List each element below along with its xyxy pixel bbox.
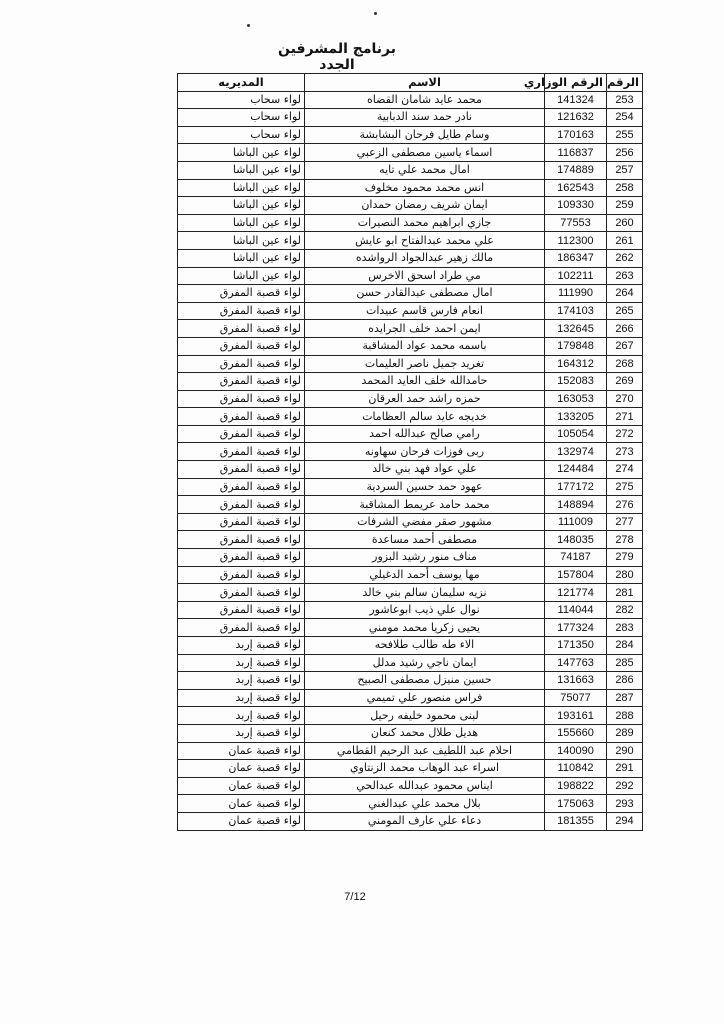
person-name: امال مصطفى عبدالقادر حسن — [305, 285, 545, 303]
person-name: رامي صالح عبدالله احمد — [305, 425, 545, 443]
table-row — [178, 197, 643, 215]
row-number: 256 — [607, 144, 643, 162]
person-name: ايناس محمود عبدالله عبدالحي — [305, 777, 545, 795]
person-name: مشهور صقر مفضي الشرفات — [305, 513, 545, 531]
person-name: مصطفى أحمد مساعدة — [305, 531, 545, 549]
directorate: لواء قصبة المفرق — [178, 496, 305, 514]
person-name: نادر حمد سند الدبابية — [305, 109, 545, 127]
row-number: 266 — [607, 320, 643, 338]
ministry-number: 163053 — [545, 390, 607, 408]
ministry-number: 111990 — [545, 285, 607, 303]
table-row — [178, 654, 643, 672]
directorate: لواء عين الباشا — [178, 179, 305, 197]
row-number: 261 — [607, 232, 643, 250]
person-name: امال محمد علي تايه — [305, 161, 545, 179]
row-number: 275 — [607, 478, 643, 496]
person-name: مها يوسف أحمد الدغيلي — [305, 566, 545, 584]
scan-dot — [374, 12, 377, 15]
table-row — [178, 126, 643, 144]
table-row — [178, 461, 643, 479]
table-row — [178, 549, 643, 567]
person-name: حسين منيزل مصطفى الصبيح — [305, 672, 545, 690]
table-row — [178, 408, 643, 426]
table-row — [178, 443, 643, 461]
table-row — [178, 337, 643, 355]
table-row — [178, 285, 643, 303]
table-row — [178, 531, 643, 549]
row-number: 293 — [607, 795, 643, 813]
table-row — [178, 179, 643, 197]
person-name: وسام طايل فرحان البشابشة — [305, 126, 545, 144]
person-name: بلال محمد علي عبدالغني — [305, 795, 545, 813]
person-name: هديل طلال محمد كنعان — [305, 724, 545, 742]
row-number: 267 — [607, 337, 643, 355]
ministry-number: 174889 — [545, 161, 607, 179]
ministry-number: 148894 — [545, 496, 607, 514]
directorate: لواء قصبة إربد — [178, 689, 305, 707]
ministry-number: 105054 — [545, 425, 607, 443]
person-name: علي عواد فهد بني خالد — [305, 461, 545, 479]
page-title: برنامج المشرفين الجدد — [278, 41, 396, 73]
ministry-number: 112300 — [545, 232, 607, 250]
person-name: باسمه محمد عواد المشاقبة — [305, 337, 545, 355]
ministry-number: 121632 — [545, 109, 607, 127]
row-number: 277 — [607, 513, 643, 531]
ministry-number: 177172 — [545, 478, 607, 496]
ministry-number: 131663 — [545, 672, 607, 690]
table-row — [178, 144, 643, 162]
table-row — [178, 724, 643, 742]
person-name: علي محمد عبدالفتاح ابو عايش — [305, 232, 545, 250]
person-name: ربى فوزات فرحان سهاونه — [305, 443, 545, 461]
directorate: لواء قصبة المفرق — [178, 355, 305, 373]
directorate: لواء قصبة إربد — [178, 724, 305, 742]
person-name: دعاء علي عارف المومني — [305, 812, 545, 830]
ministry-number: 170163 — [545, 126, 607, 144]
ministry-number: 102211 — [545, 267, 607, 285]
directorate: لواء قصبة المفرق — [178, 285, 305, 303]
row-number: 284 — [607, 637, 643, 655]
ministry-number: 132974 — [545, 443, 607, 461]
table-row — [178, 795, 643, 813]
header-name: الاسم — [305, 74, 545, 92]
ministry-number: 198822 — [545, 777, 607, 795]
directorate: لواء قصبة المفرق — [178, 549, 305, 567]
ministry-number: 147763 — [545, 654, 607, 672]
row-number: 264 — [607, 285, 643, 303]
ministry-number: 133205 — [545, 408, 607, 426]
directorate: لواء قصبة إربد — [178, 637, 305, 655]
row-number: 290 — [607, 742, 643, 760]
row-number: 259 — [607, 197, 643, 215]
ministry-number: 124484 — [545, 461, 607, 479]
person-name: يحيى زكريا محمد مومني — [305, 619, 545, 637]
person-name: ايمن احمد خلف الجرايده — [305, 320, 545, 338]
directorate: لواء قصبة المفرق — [178, 337, 305, 355]
table-row — [178, 302, 643, 320]
directorate: لواء قصبة المفرق — [178, 601, 305, 619]
row-number: 279 — [607, 549, 643, 567]
row-number: 271 — [607, 408, 643, 426]
directorate: لواء قصبة المفرق — [178, 478, 305, 496]
table-row — [178, 777, 643, 795]
directorate: لواء قصبة المفرق — [178, 373, 305, 391]
ministry-number: 77553 — [545, 214, 607, 232]
row-number: 273 — [607, 443, 643, 461]
ministry-number: 179848 — [545, 337, 607, 355]
person-name: احلام عبد اللطيف عبد الرحيم القطامي — [305, 742, 545, 760]
header-directorate: المديريه — [178, 74, 305, 92]
directorate: لواء قصبة المفرق — [178, 566, 305, 584]
table-row — [178, 566, 643, 584]
person-name: ايمان شريف رمضان حمدان — [305, 197, 545, 215]
person-name: فراس منصور علي تميمي — [305, 689, 545, 707]
person-name: حامدالله خلف العايد المحمد — [305, 373, 545, 391]
table-row — [178, 232, 643, 250]
row-number: 272 — [607, 425, 643, 443]
table-row — [178, 601, 643, 619]
row-number: 260 — [607, 214, 643, 232]
person-name: خديجه عايد سالم العظامات — [305, 408, 545, 426]
directorate: لواء قصبة المفرق — [178, 320, 305, 338]
table-row — [178, 267, 643, 285]
ministry-number: 171350 — [545, 637, 607, 655]
person-name: تغريد جميل ناصر العليمات — [305, 355, 545, 373]
ministry-number: 181355 — [545, 812, 607, 830]
row-number: 268 — [607, 355, 643, 373]
directorate: لواء عين الباشا — [178, 197, 305, 215]
ministry-number: 140090 — [545, 742, 607, 760]
ministry-number: 132645 — [545, 320, 607, 338]
ministry-number: 148035 — [545, 531, 607, 549]
row-number: 269 — [607, 373, 643, 391]
person-name: لبنى محمود خليفه رحيل — [305, 707, 545, 725]
table-row — [178, 513, 643, 531]
table-row — [178, 425, 643, 443]
directorate: لواء عين الباشا — [178, 144, 305, 162]
person-name: مناف منور رشيد البزور — [305, 549, 545, 567]
table-row — [178, 689, 643, 707]
row-number: 270 — [607, 390, 643, 408]
supervisors-table — [177, 73, 643, 831]
ministry-number: 114044 — [545, 601, 607, 619]
row-number: 281 — [607, 584, 643, 602]
ministry-number: 110842 — [545, 760, 607, 778]
row-number: 258 — [607, 179, 643, 197]
ministry-number: 111009 — [545, 513, 607, 531]
directorate: لواء سحاب — [178, 109, 305, 127]
directorate: لواء قصبة المفرق — [178, 390, 305, 408]
person-name: نوال علي ذيب ابوعاشور — [305, 601, 545, 619]
ministry-number: 177324 — [545, 619, 607, 637]
table-row — [178, 91, 643, 109]
row-number: 274 — [607, 461, 643, 479]
directorate: لواء عين الباشا — [178, 161, 305, 179]
table-row — [178, 584, 643, 602]
table-row — [178, 812, 643, 830]
directorate: لواء عين الباشا — [178, 232, 305, 250]
ministry-number: 152083 — [545, 373, 607, 391]
person-name: حمزه راشد حمد العرقان — [305, 390, 545, 408]
ministry-number: 164312 — [545, 355, 607, 373]
directorate: لواء قصبة المفرق — [178, 531, 305, 549]
ministry-number: 162543 — [545, 179, 607, 197]
ministry-number: 74187 — [545, 549, 607, 567]
person-name: محمد حامد عريمط المشاقبة — [305, 496, 545, 514]
person-name: اسماء ياسين مصطفى الزعبي — [305, 144, 545, 162]
directorate: لواء قصبة المفرق — [178, 461, 305, 479]
row-number: 265 — [607, 302, 643, 320]
table-row — [178, 109, 643, 127]
person-name: عهود حمد حسين السردية — [305, 478, 545, 496]
row-number: 291 — [607, 760, 643, 778]
page-number: 7/12 — [344, 891, 366, 903]
row-number: 294 — [607, 812, 643, 830]
directorate: لواء قصبة المفرق — [178, 425, 305, 443]
directorate: لواء قصبة عمان — [178, 812, 305, 830]
row-number: 254 — [607, 109, 643, 127]
directorate: لواء قصبة إربد — [178, 654, 305, 672]
row-number: 262 — [607, 249, 643, 267]
row-number: 285 — [607, 654, 643, 672]
header-number: الرقم — [607, 74, 643, 92]
directorate: لواء قصبة المفرق — [178, 619, 305, 637]
ministry-number: 193161 — [545, 707, 607, 725]
directorate: لواء قصبة المفرق — [178, 443, 305, 461]
ministry-number: 116837 — [545, 144, 607, 162]
row-number: 283 — [607, 619, 643, 637]
row-number: 282 — [607, 601, 643, 619]
ministry-number: 175063 — [545, 795, 607, 813]
ministry-number: 75077 — [545, 689, 607, 707]
directorate: لواء قصبة المفرق — [178, 584, 305, 602]
table-row — [178, 249, 643, 267]
directorate: لواء قصبة عمان — [178, 742, 305, 760]
person-name: مالك زهير عبدالجواد الرواشده — [305, 249, 545, 267]
row-number: 263 — [607, 267, 643, 285]
directorate: لواء قصبة المفرق — [178, 302, 305, 320]
table-row — [178, 214, 643, 232]
ministry-number: 174103 — [545, 302, 607, 320]
directorate: لواء قصبة عمان — [178, 795, 305, 813]
person-name: اسراء عبد الوهاب محمد الزنتاوي — [305, 760, 545, 778]
table-row — [178, 707, 643, 725]
ministry-number: 155660 — [545, 724, 607, 742]
directorate: لواء عين الباشا — [178, 214, 305, 232]
row-number: 278 — [607, 531, 643, 549]
table-row — [178, 355, 643, 373]
table-row — [178, 161, 643, 179]
person-name: الاء طه طالب طلافحه — [305, 637, 545, 655]
row-number: 292 — [607, 777, 643, 795]
row-number: 288 — [607, 707, 643, 725]
table-header-row — [178, 74, 643, 92]
row-number: 286 — [607, 672, 643, 690]
directorate: لواء عين الباشا — [178, 267, 305, 285]
table-row — [178, 390, 643, 408]
table-row — [178, 742, 643, 760]
person-name: نزيه سليمان سالم بني خالد — [305, 584, 545, 602]
scan-dot — [247, 24, 250, 27]
row-number: 255 — [607, 126, 643, 144]
directorate: لواء قصبة عمان — [178, 777, 305, 795]
ministry-number: 121774 — [545, 584, 607, 602]
table-row — [178, 760, 643, 778]
row-number: 280 — [607, 566, 643, 584]
person-name: مي طراد اسحق الاخرس — [305, 267, 545, 285]
directorate: لواء قصبة إربد — [178, 672, 305, 690]
table-row — [178, 478, 643, 496]
person-name: جازي ابراهيم محمد النصيرات — [305, 214, 545, 232]
directorate: لواء قصبة المفرق — [178, 408, 305, 426]
directorate: لواء قصبة عمان — [178, 760, 305, 778]
table-row — [178, 320, 643, 338]
row-number: 257 — [607, 161, 643, 179]
ministry-number: 109330 — [545, 197, 607, 215]
row-number: 287 — [607, 689, 643, 707]
table-row — [178, 496, 643, 514]
directorate: لواء قصبة المفرق — [178, 513, 305, 531]
table-row — [178, 672, 643, 690]
row-number: 253 — [607, 91, 643, 109]
table-row — [178, 373, 643, 391]
person-name: محمد عايد شامان القضاه — [305, 91, 545, 109]
person-name: انس محمد محمود مخلوف — [305, 179, 545, 197]
header-ministry-number: الرقم الوزاري — [545, 74, 607, 92]
directorate: لواء سحاب — [178, 126, 305, 144]
directorate: لواء قصبة إربد — [178, 707, 305, 725]
directorate: لواء سحاب — [178, 91, 305, 109]
ministry-number: 157804 — [545, 566, 607, 584]
person-name: انعام فارس قاسم عبيدات — [305, 302, 545, 320]
ministry-number: 186347 — [545, 249, 607, 267]
table-row — [178, 619, 643, 637]
table-row — [178, 637, 643, 655]
person-name: ايمان ناجي رشيد مدلل — [305, 654, 545, 672]
row-number: 276 — [607, 496, 643, 514]
row-number: 289 — [607, 724, 643, 742]
directorate: لواء عين الباشا — [178, 249, 305, 267]
ministry-number: 141324 — [545, 91, 607, 109]
